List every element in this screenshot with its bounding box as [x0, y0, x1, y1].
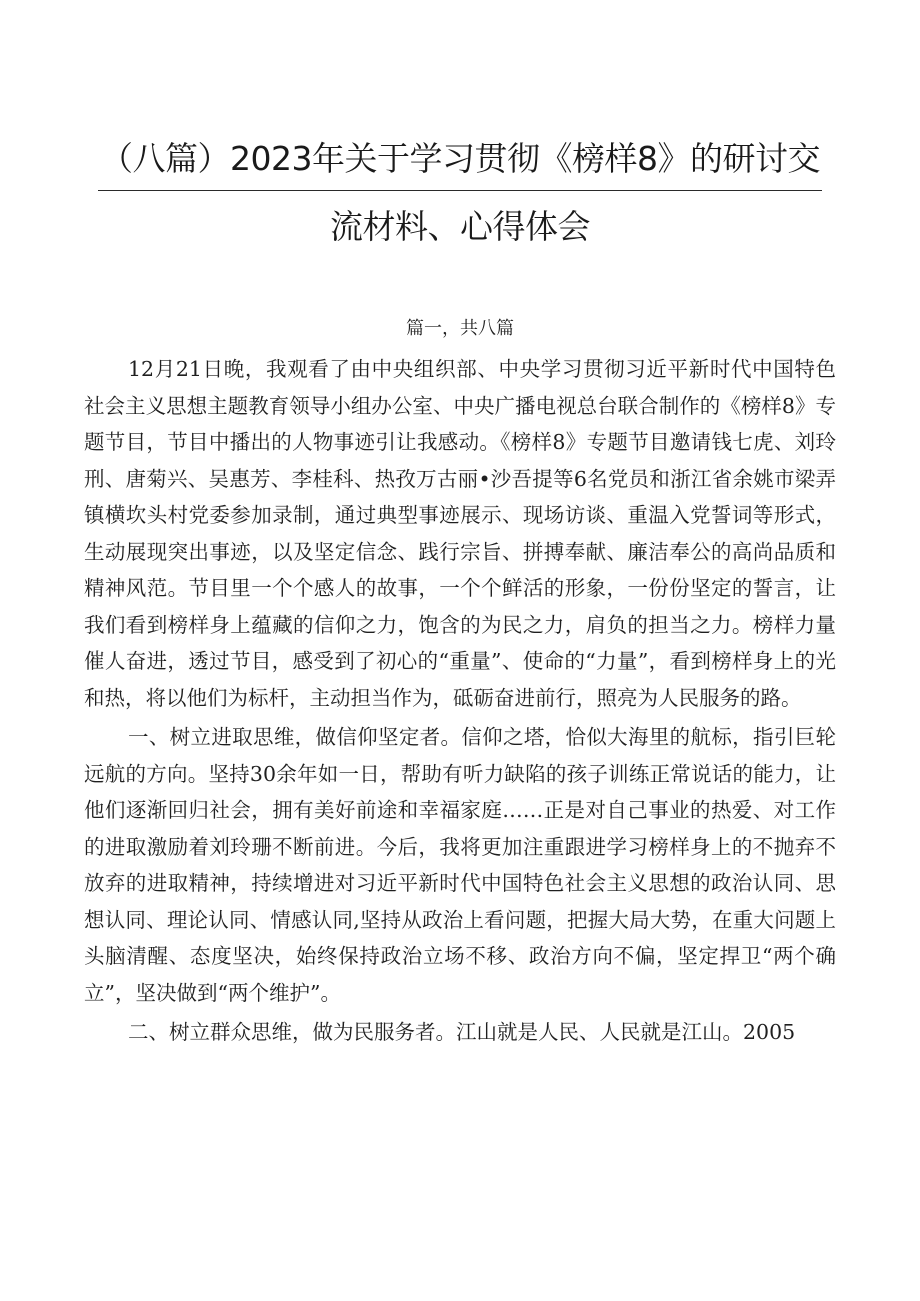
document-body	[84, 351, 836, 1054]
section-subtitle: 篇一，共八篇	[406, 318, 514, 339]
paragraph-2: 一、树立进取思维，做信仰坚定者。信仰之塔，恰似大海里的航标，指引巨轮远航的方向。坚持30余年如一日，帮助有听力缺陷的孩子训练正常说话的能力，让他们逐渐回归社会，拥有美好前途和幸福家庭……正是对自己事业的热爱、对工作的进取激励着刘玲珊不断前进。今后，我将更加注重跟进学习榜样身上的不抛弃不放弃的进取精神，持续增进对习近平新时代中国特色社会主义思想的政治认同、思想认同、理论认同、情感认同,坚持从政治上看问题，把握大局大势，在重大问题上头脑清醒、态度坚决，始终保持政治立场不移、政治方向不偏，坚定捍卫“两个确立”，坚决做到“两个维护”。	[84, 725, 836, 1005]
title-block	[0, 128, 920, 258]
document-title-line-2: 流材料、心得体会	[330, 207, 590, 246]
paragraph-3: 二、树立群众思维，做为民服务者。江山就是人民、人民就是江山。2005	[128, 1020, 796, 1044]
paragraph-1: 12月21日晚，我观看了由中央组织部、中央学习贯彻习近平新时代中国特色社会主义思想主题教育领导小组办公室、中央广播电视总台联合制作的《榜样8》专题节目，节目中播出的人物事迹引让我感动。《榜样8》专题节目邀请钱七虎、刘玲刑、唐菊兴、吴惠芳、李桂科、热孜万古丽•沙吾提等6名党员和浙江省余姚市梁弄镇横坎头村党委参加录制，通过典型事迹展示、现场访谈、重温入党誓词等形式，生动展现突出事迹，以及坚定信念、践行宗旨、拼搏奉献、廉洁奉公的高尚品质和精神风范。节目里一个个感人的故事，一个个鲜活的形象，一份份坚定的誓言，让我们看到榜样身上蕴藏的信仰之力，饱含的为民之力，肩负的担当之力。榜样力量催人奋进，透过节目，感受到了初心的“重量”、使命的“力量”，看到榜样身上的光和热，将以他们为标杆，主动担当作为，砥砺奋进前行，照亮为人民服务的路。	[84, 357, 836, 710]
document-title-line-1: （八篇）2023年关于学习贯彻《榜样8》的研讨交	[98, 128, 822, 191]
